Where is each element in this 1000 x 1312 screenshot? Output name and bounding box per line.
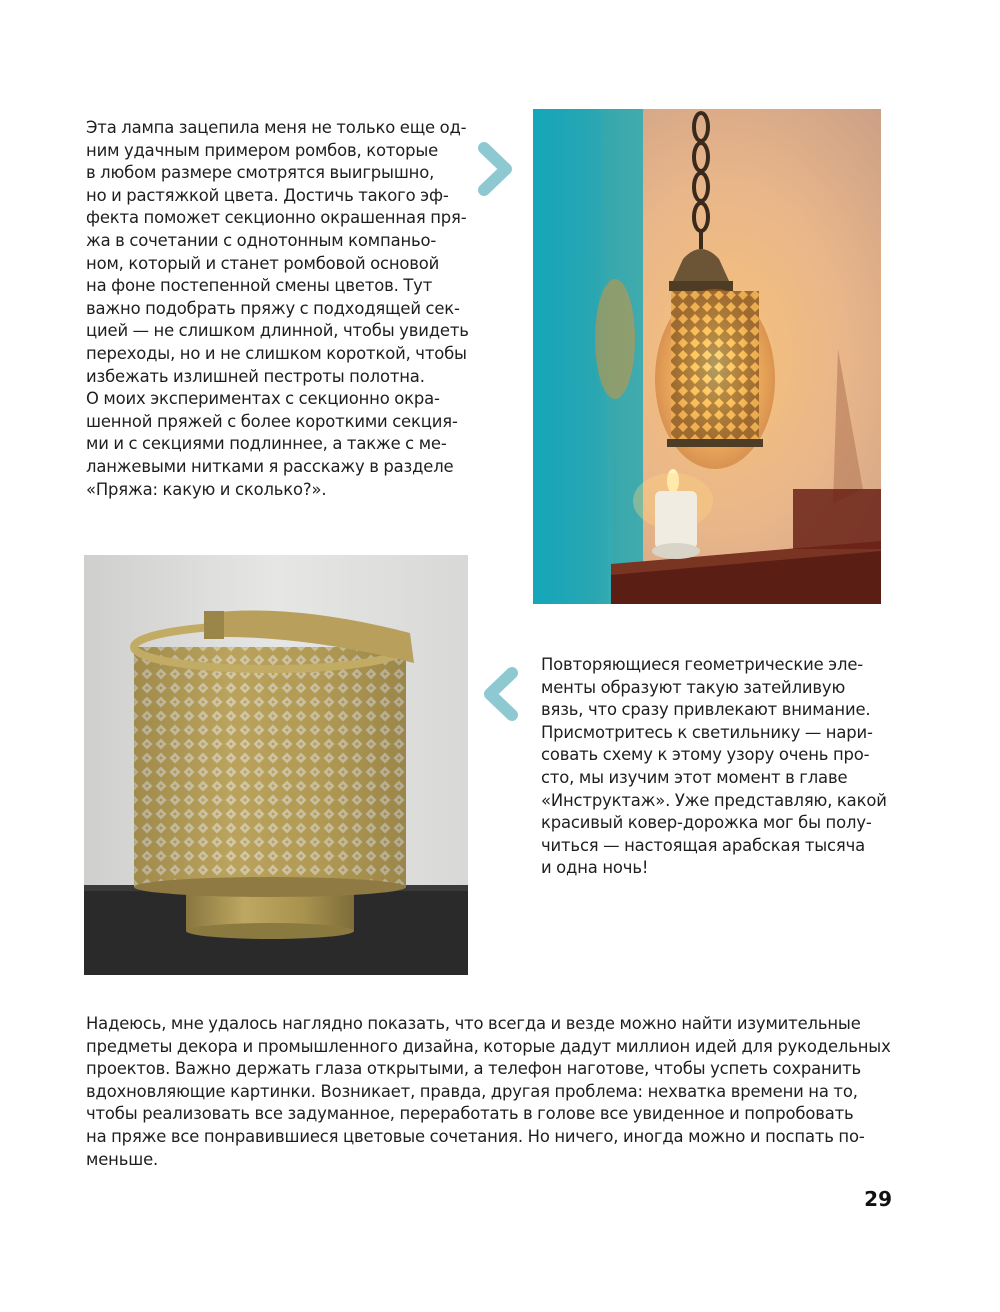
- text-line: важно подобрать пряжу с подходящей сек-: [86, 298, 460, 318]
- text-line: совать схему к этому узору очень про-: [541, 745, 870, 765]
- text-line: жа в сочетании с однотонным компаньо-: [86, 230, 437, 250]
- paragraph-conclusion: [86, 1013, 891, 1171]
- text-line: на пряже все понравившиеся цветовые сочетания. Но ничего, иногда можно и поспать по-: [86, 1126, 865, 1146]
- pendant-lamp-photo: [533, 109, 881, 604]
- page-number: 29: [864, 1187, 892, 1211]
- text-line: проектов. Важно держать глаза открытыми, а телефон наготове, чтобы успеть сохранить: [86, 1059, 862, 1079]
- text-line: читься — настоящая арабская тысяча: [541, 835, 866, 855]
- text-line: меньше.: [86, 1149, 159, 1169]
- paragraph-lamp-description: [86, 117, 476, 501]
- chevron-left-icon: [480, 665, 522, 723]
- text-line: Надеюсь, мне удалось наглядно показать, что всегда и везде можно найти изумительные: [86, 1014, 861, 1033]
- text-line: но и растяжкой цвета. Достичь такого эф-: [86, 185, 449, 205]
- brass-lantern-photo: [84, 555, 468, 975]
- text-line: в любом размере смотрятся выигрышно,: [86, 163, 435, 183]
- text-line: избежать излишней пестроты полотна.: [86, 366, 425, 386]
- text-line: сто, мы изучим этот момент в главе: [541, 767, 848, 787]
- text-line: вдохновляющие картинки. Возникает, правда, другая проблема: нехватка времени на то,: [86, 1081, 858, 1101]
- chevron-right-icon: [474, 140, 516, 198]
- text-line: и одна ночь!: [541, 858, 649, 878]
- text-line: Эта лампа зацепила меня не только еще од-: [86, 118, 467, 137]
- text-line: цией — не слишком длинной, чтобы увидеть: [86, 321, 469, 341]
- text-line: шенной пряжей с более короткими секция-: [86, 411, 458, 431]
- text-line: вязь, что сразу привлекают внимание.: [541, 700, 871, 720]
- text-line: ним удачным примером ромбов, которые: [86, 140, 439, 160]
- text-line: ми и с секциями подлиннее, а также с ме-: [86, 434, 447, 454]
- text-line: переходы, но и не слишком короткой, чтобы: [86, 343, 467, 363]
- text-line: фекта поможет секционно окрашенная пря-: [86, 208, 467, 228]
- text-line: менты образуют такую затейливую: [541, 677, 846, 697]
- text-line: чтобы реализовать все задуманное, переработать в голове все увиденное и попробовать: [86, 1104, 854, 1124]
- text-line: «Инструктаж». Уже представляю, какой: [541, 790, 887, 810]
- paragraph-pattern-description: [541, 654, 891, 880]
- text-line: «Пряжа: какую и сколько?».: [86, 479, 327, 499]
- text-line: О моих экспериментах с секционно окра-: [86, 389, 440, 409]
- text-line: ланжевыми нитками я расскажу в разделе: [86, 456, 454, 476]
- text-line: предметы декора и промышленного дизайна, которые дадут миллион идей для рукодельных: [86, 1036, 891, 1056]
- text-line: на фоне постепенной смены цветов. Тут: [86, 276, 433, 296]
- text-line: Присмотритесь к светильнику — нари-: [541, 722, 873, 742]
- text-line: ном, который и станет ромбовой основой: [86, 253, 440, 273]
- text-line: Повторяющиеся геометрические эле-: [541, 655, 864, 674]
- text-line: красивый ковер-дорожка мог бы полу-: [541, 813, 872, 833]
